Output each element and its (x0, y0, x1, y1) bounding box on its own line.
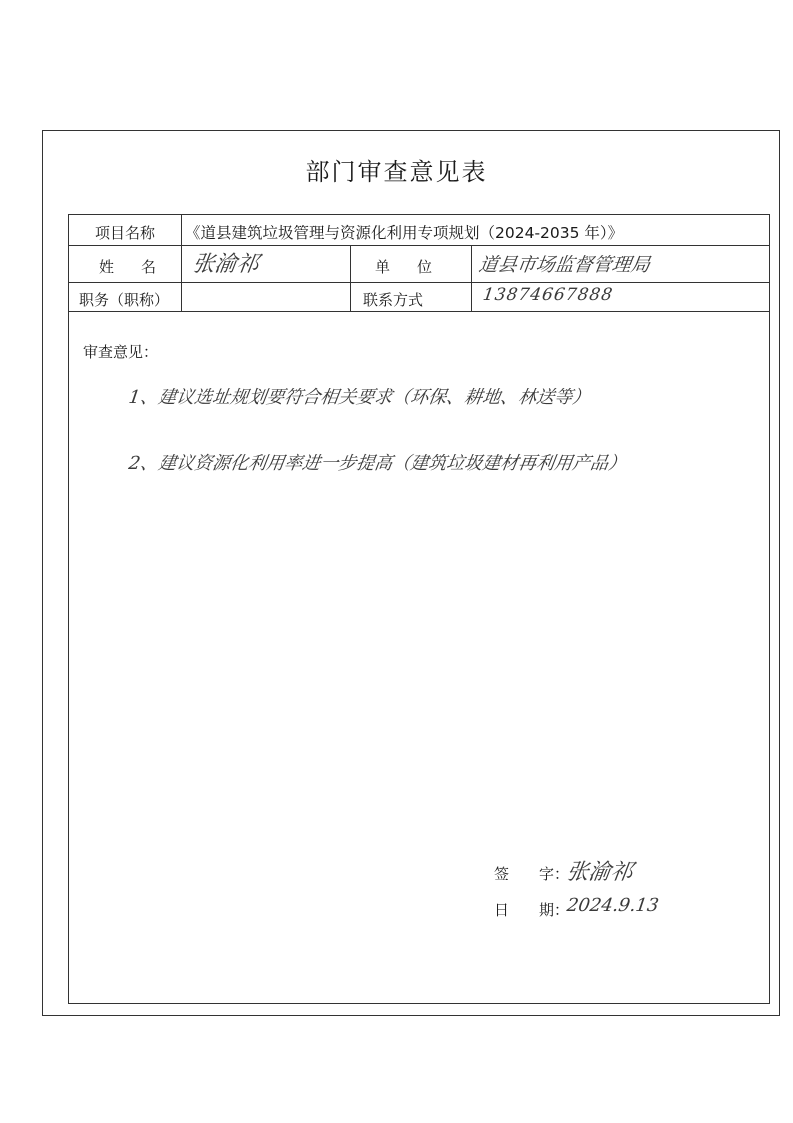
signature-label: 签 字： (494, 865, 570, 883)
unit-handwritten: 道县市场监督管理局 (477, 254, 652, 276)
opinion-item-2: 2、建议资源化利用率进一步提高（建筑垃圾建材再利用产品） (127, 453, 628, 474)
signature-handwritten: 张渝祁 (564, 860, 635, 885)
form-title: 部门审查意见表 (305, 158, 488, 186)
row-divider (69, 311, 769, 312)
unit-label: 单 位 (375, 258, 439, 276)
date-label: 日 期： (494, 901, 570, 919)
name-handwritten: 张渝祁 (190, 252, 261, 277)
project-name-label: 项目名称 (95, 224, 156, 242)
column-divider (181, 215, 182, 311)
contact-handwritten: 13874667888 (481, 285, 615, 305)
name-label: 姓 名 (99, 258, 163, 276)
position-label: 职务（职称） (79, 291, 170, 309)
column-divider (350, 245, 351, 311)
opinion-item-1: 1、建议选址规划要符合相关要求（环保、耕地、林送等） (127, 387, 592, 408)
date-handwritten: 2024.9.13 (565, 895, 661, 916)
review-form-table (68, 214, 770, 1004)
contact-label: 联系方式 (363, 291, 424, 309)
row-divider (69, 245, 769, 246)
project-name-value: 《道县建筑垃圾管理与资源化利用专项规划（2024-2035 年）》 (185, 224, 624, 242)
column-divider (471, 245, 472, 311)
opinion-heading: 审查意见： (83, 343, 159, 361)
row-divider (69, 282, 769, 283)
